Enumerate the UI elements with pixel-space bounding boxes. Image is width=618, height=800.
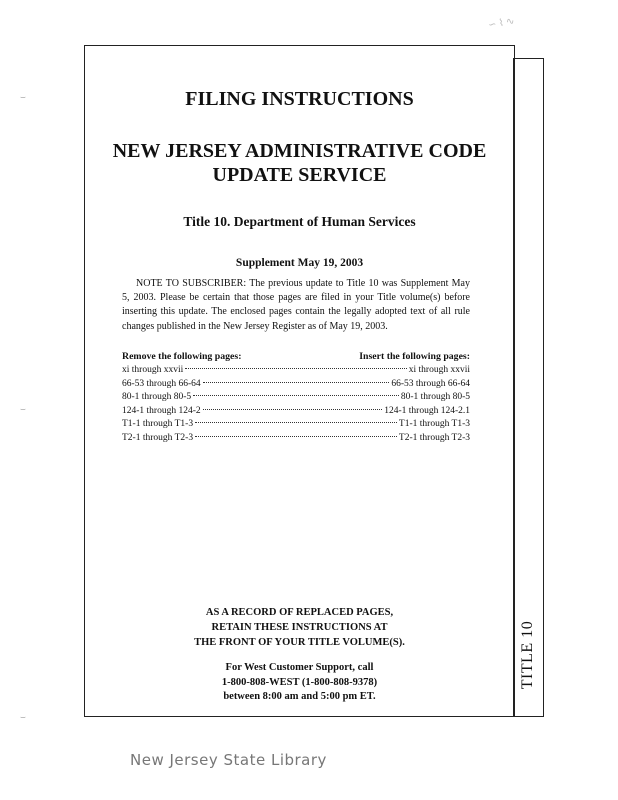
remove-pages: 80-1 through 80-5: [122, 392, 192, 402]
binder-hole-mark: ⌣: [20, 92, 26, 102]
retain-line1: AS A RECORD OF REPLACED PAGES,: [205, 607, 394, 618]
title-tab-label: TITLE 10: [519, 620, 537, 690]
subscriber-note: [122, 277, 470, 334]
remove-pages: xi through xxvii: [122, 365, 184, 375]
insert-header: Insert the following pages:: [359, 351, 470, 362]
table-row: [122, 419, 470, 433]
remove-header: Remove the following pages:: [122, 351, 242, 362]
binder-hole-mark: ⌣: [20, 404, 26, 414]
title-tab: [513, 600, 544, 710]
table-row: [122, 433, 470, 447]
pages-table: [122, 351, 470, 446]
code-heading: [84, 139, 515, 187]
support-hours: between 8:00 am and 5:00 pm ET.: [223, 691, 376, 702]
insert-pages: 124-1 through 124-2.1: [384, 405, 470, 416]
handwritten-mark: ∽ ⌇ ∿: [487, 15, 516, 32]
dot-leader: [195, 422, 397, 423]
dot-leader: [195, 436, 397, 437]
note-lead: NOTE TO SUBSCRIBER:: [136, 278, 247, 289]
support-phone: 1-800-808-WEST (1-800-808-9378): [221, 676, 378, 688]
retain-line3: THE FRONT OF YOUR TITLE VOLUME(S).: [194, 637, 405, 648]
dot-leader: [193, 395, 399, 396]
insert-pages: T2-1 through T2-3: [398, 432, 470, 443]
table-row: [122, 365, 470, 379]
retain-line2: RETAIN THESE INSTRUCTIONS AT: [211, 622, 388, 633]
dot-leader: [185, 368, 407, 369]
customer-support: [84, 661, 515, 705]
insert-pages: xi through xxvii: [408, 365, 470, 375]
remove-pages: 66-53 through 66-64: [122, 378, 201, 389]
dot-leader: [203, 409, 383, 410]
table-row: [122, 392, 470, 406]
document-title: FILING INSTRUCTIONS: [185, 88, 414, 110]
dot-leader: [203, 382, 390, 383]
table-header: [122, 351, 470, 362]
library-stamp: New Jersey State Library: [130, 751, 327, 769]
code-heading-line1: NEW JERSEY ADMINISTRATIVE CODE: [112, 140, 487, 162]
note-text: The previous update to Title 10 was Supplement May 5, 2003. Please be certain that those pages are filed in your Title volume(s) before inserting this update. The enclosed pages contain the legally adopted text of all rule changes published in the New Jersey Register as of May 19, 2003.: [122, 278, 470, 332]
code-heading-line2: UPDATE SERVICE: [212, 164, 387, 186]
insert-pages: 80-1 through 80-5: [400, 392, 470, 402]
support-line1: For West Customer Support, call: [225, 662, 374, 673]
table-row: [122, 379, 470, 393]
remove-pages: 124-1 through 124-2: [122, 405, 201, 416]
insert-pages: 66-53 through 66-64: [391, 378, 470, 389]
insert-pages: T1-1 through T1-3: [398, 419, 470, 429]
remove-pages: T1-1 through T1-3: [122, 419, 194, 429]
title-subtitle: Title 10. Department of Human Services: [183, 214, 416, 229]
supplement-date: Supplement May 19, 2003: [235, 257, 364, 269]
remove-pages: T2-1 through T2-3: [122, 432, 194, 443]
binder-hole-mark: ⌣: [20, 712, 26, 722]
retain-instructions: [84, 605, 515, 650]
table-row: [122, 406, 470, 420]
